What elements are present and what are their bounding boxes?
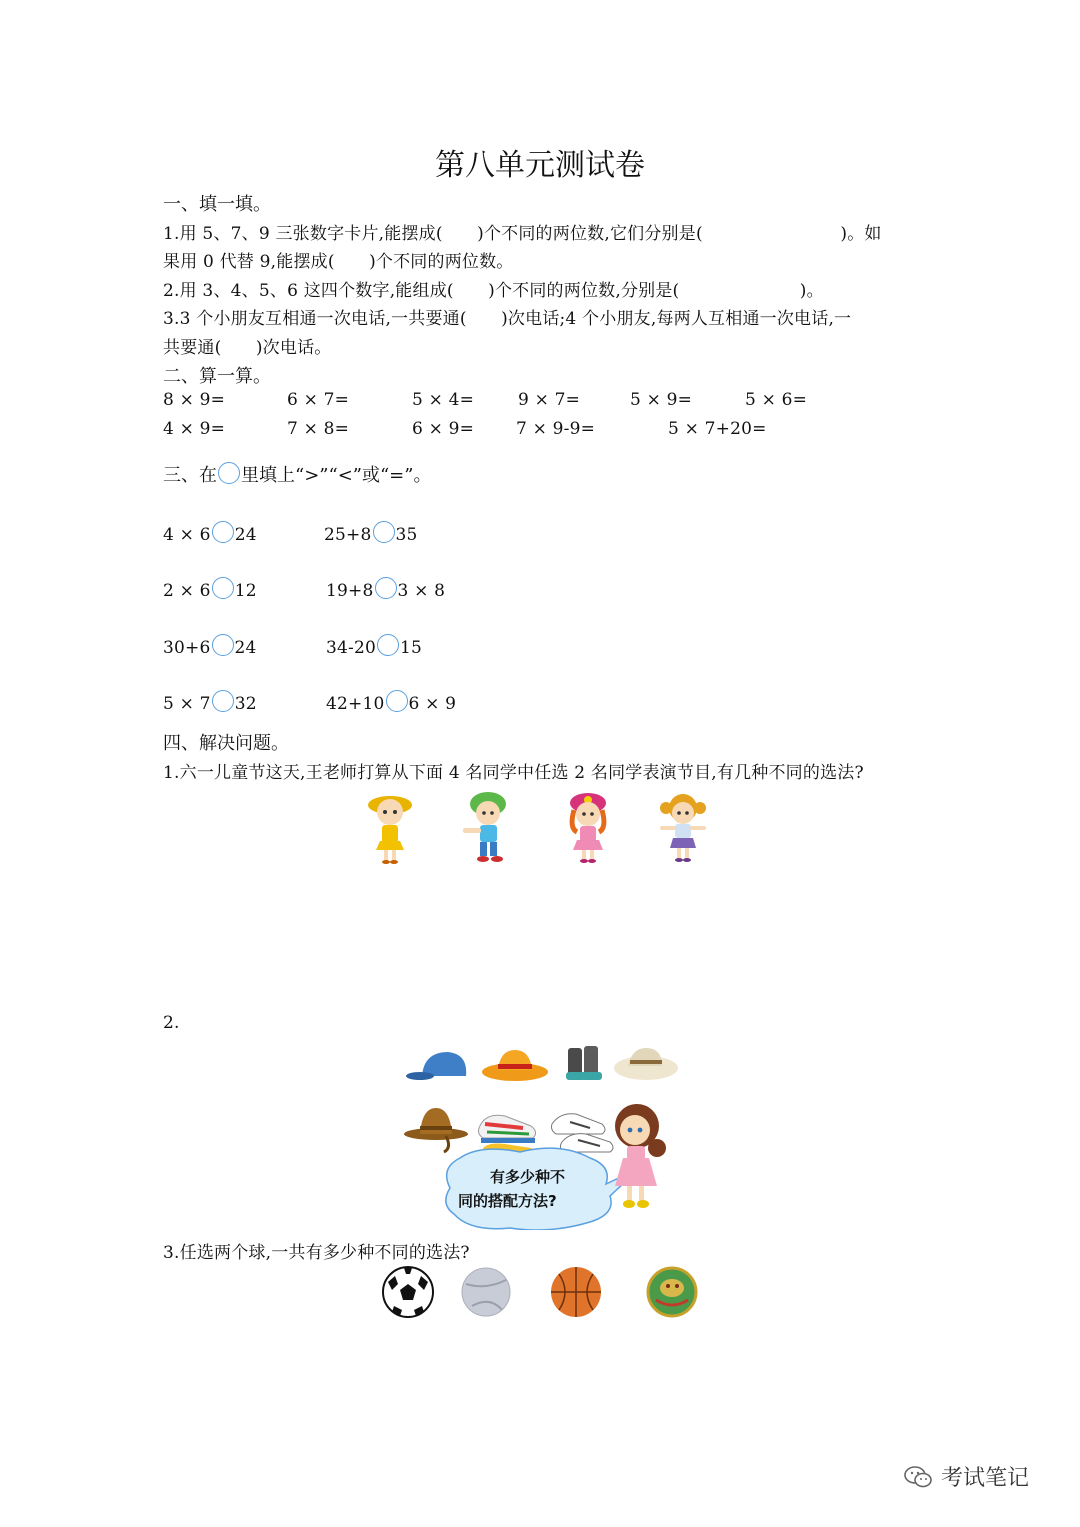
fill-question-3-line-1: 3.3 个小朋友互相通一次电话,一共要通( )次电话;4 个小朋友,每两人互相通一次电话,一: [163, 309, 852, 329]
compare-item: 19+8 3 × 8: [326, 577, 445, 601]
speech-bubble-line-1: 有多少种不: [490, 1168, 566, 1186]
brown-hat-icon: [404, 1108, 468, 1152]
calc-item: 5 × 7+20=: [668, 419, 767, 439]
calc-item: 8 × 9=: [163, 390, 226, 410]
calc-item: 9 × 7=: [518, 390, 581, 410]
fill-question-3-line-2: 共要通( )次电话。: [163, 338, 332, 358]
speech-bubble-line-2: 同的搭配方法?: [458, 1192, 557, 1210]
compare-circle-icon: [218, 462, 240, 484]
cowboy-hat-icon: [614, 1048, 678, 1080]
compare-item: 2 × 6 12: [163, 577, 257, 601]
compare-heading-suffix: 里填上“>”“<”或“=”。: [241, 465, 432, 486]
page-title: 第八单元测试卷: [435, 148, 645, 183]
calc-item: 4 × 9=: [163, 419, 226, 439]
section-calc-heading: 二、算一算。: [163, 366, 271, 387]
compare-blank-circle[interactable]: [377, 634, 399, 656]
blue-cap-icon: [406, 1052, 466, 1080]
basketball-icon: [551, 1267, 601, 1317]
kid-pigtail-girl-icon: [660, 794, 706, 862]
calc-item: 5 × 6=: [745, 390, 808, 410]
kid-green-hat-icon: [463, 792, 506, 862]
compare-blank-circle[interactable]: [212, 521, 234, 543]
compare-item: 34-20 15: [326, 634, 422, 658]
compare-heading-prefix: 三、在: [163, 465, 217, 486]
kid-pink-hat-icon: [570, 793, 606, 863]
fill-question-1-line-1: 1.用 5、7、9 三张数字卡片,能摆成( )个不同的两位数,它们分别是( )。如: [163, 224, 882, 244]
problem-2-text: 2.: [163, 1013, 180, 1033]
white-sneakers-icon: [552, 1114, 614, 1152]
soccer-ball-icon: [383, 1267, 433, 1317]
compare-blank-circle[interactable]: [212, 690, 234, 712]
section-problems-heading: 四、解决问题。: [163, 733, 289, 754]
compare-item: 30+6 24: [163, 634, 257, 658]
calc-item: 7 × 9-9=: [516, 419, 596, 439]
orange-sun-hat-icon: [482, 1050, 548, 1081]
compare-item: 42+10 6 × 9: [326, 690, 456, 714]
section-compare-heading: [163, 461, 431, 487]
compare-blank-circle[interactable]: [375, 577, 397, 599]
kid-yellow-hat-icon: [368, 796, 412, 864]
fill-question-2: 2.用 3、4、5、6 这四个数字,能组成( )个不同的两位数,分别是( )。: [163, 281, 824, 301]
toy-ball-icon: [648, 1268, 696, 1316]
wechat-icon: [903, 1464, 933, 1490]
balls-illustration: [380, 1264, 700, 1320]
problem-3-text: 3.任选两个球,一共有多少种不同的选法?: [163, 1243, 470, 1263]
watermark: [903, 1461, 1029, 1492]
rain-boots-icon: [566, 1046, 602, 1080]
section-fill-heading: 一、填一填。: [163, 194, 271, 215]
compare-blank-circle[interactable]: [212, 634, 234, 656]
compare-item: 4 × 6 24: [163, 521, 257, 545]
compare-item: 5 × 7 32: [163, 690, 257, 714]
calc-item: 5 × 9=: [630, 390, 693, 410]
compare-blank-circle[interactable]: [373, 521, 395, 543]
calc-item: 7 × 8=: [287, 419, 350, 439]
calc-item: 5 × 4=: [412, 390, 475, 410]
compare-blank-circle[interactable]: [386, 690, 408, 712]
watermark-text: 考试笔记: [941, 1466, 1030, 1491]
compare-blank-circle[interactable]: [212, 577, 234, 599]
calc-item: 6 × 7=: [287, 390, 350, 410]
calc-item: 6 × 9=: [412, 419, 475, 439]
kids-illustration: [360, 788, 730, 866]
compare-item: 25+8 35: [324, 521, 418, 545]
volleyball-icon: [462, 1268, 510, 1316]
girl-icon: [615, 1104, 666, 1208]
fill-question-1-line-2: 果用 0 代替 9,能摆成( )个不同的两位数。: [163, 252, 514, 272]
problem-1-text: 1.六一儿童节这天,王老师打算从下面 4 名同学中任选 2 名同学表演节目,有几种不同的选法?: [163, 763, 864, 783]
